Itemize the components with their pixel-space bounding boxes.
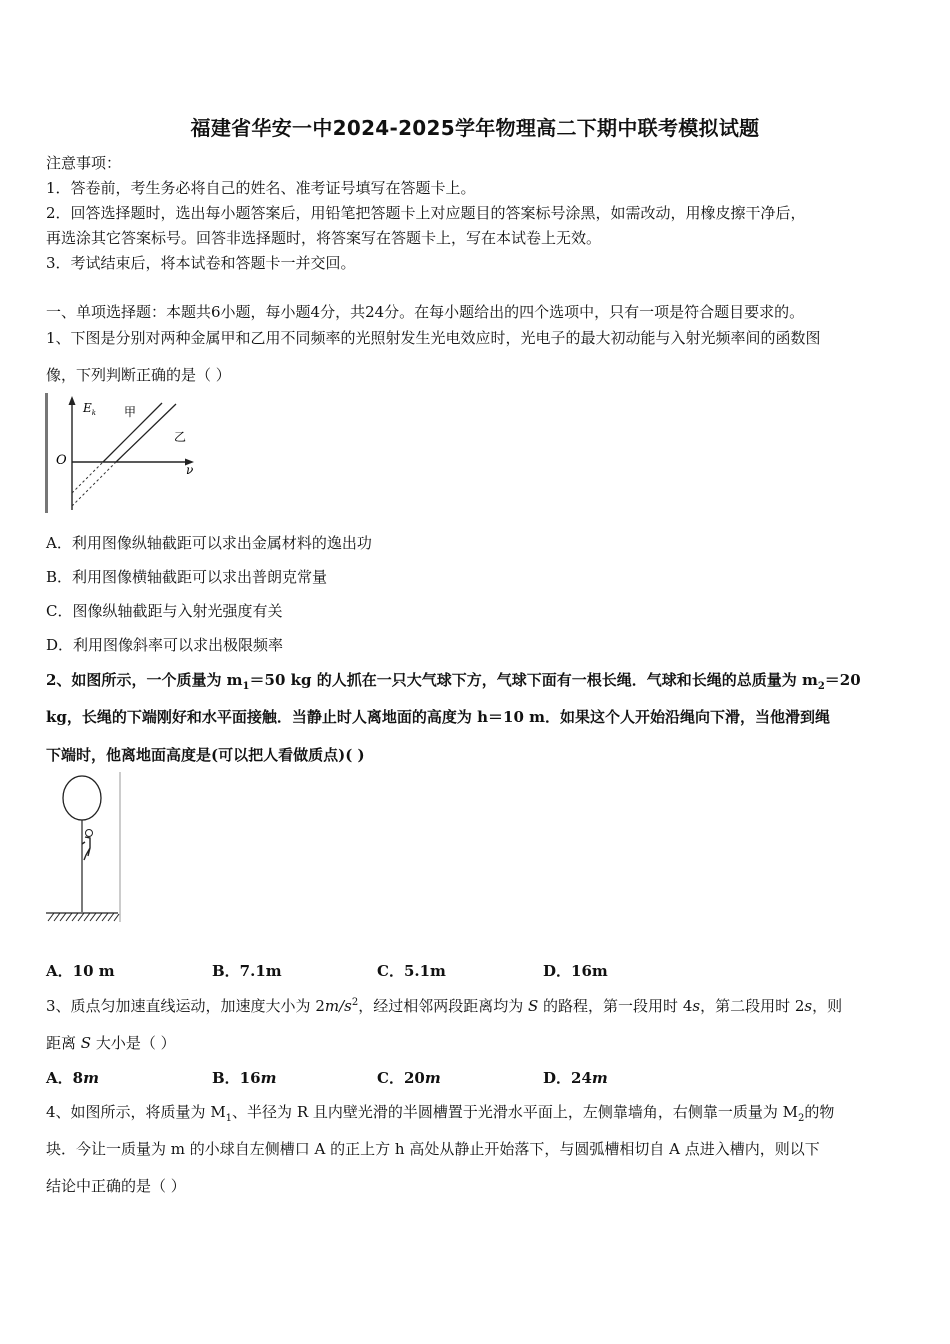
balloon: [63, 776, 101, 820]
page-title: 福建省华安一中2024-2025学年物理高二下期中联考模拟试题: [190, 116, 760, 140]
person-body: [82, 837, 90, 860]
q1-figure: [44, 392, 214, 514]
q4-stem-line: 块．今让一质量为 m 的小球自左侧槽口 A 的正上方 h 高处从静止开始落下，与圆弧槽相切自 A 点进入槽内，则以下: [46, 1140, 820, 1158]
q2-option-c: C．5.1m: [377, 962, 446, 980]
q2-stem-line: kg，长绳的下端刚好和水平面接触．当静止时人离地面的高度为 h＝10 m．如果这个人开始沿绳向下滑，当他滑到绳: [46, 708, 830, 726]
q1-stem-line: 1、下图是分别对两种金属甲和乙用不同频率的光照射发生光电效应时，光电子的最大初动能与入射光频率间的函数图: [46, 329, 821, 347]
line-label-a: 甲: [124, 405, 137, 419]
section-heading: 一、单项选择题：本题共6小题，每小题4分，共24分。在每小题给出的四个选项中，只有一项是符合题目要求的。: [46, 303, 805, 321]
q4-stem-line: 4、如图所示，将质量为 $M_1$、半径为 R 且内壁光滑的半圆槽置于光滑水平面上，左侧靠墙角，右侧靠一质量为 $M_2$的物: [46, 1103, 835, 1124]
note-item: 再选涂其它答案标号。回答非选择题时，将答案写在答题卡上，写在本试卷上无效。: [46, 229, 602, 247]
q2-option-a: A．10 m: [46, 962, 115, 980]
q1-stem-line: 像，下列判断正确的是（ ）: [46, 366, 231, 384]
q1-option-a: A．利用图像纵轴截距可以求出金属材料的逸出功: [46, 534, 372, 552]
note-item: 1．答卷前，考生务必将自己的姓名、准考证号填写在答题卡上。: [46, 179, 476, 197]
figure-border: [45, 393, 48, 513]
q3-option-d: D．24m: [543, 1069, 608, 1087]
q3-stem-line: 距离 S 大小是（ ）: [46, 1034, 176, 1052]
origin-label: O: [56, 453, 67, 468]
q2-option-d: D．16m: [543, 962, 608, 980]
q1-option-d: D．利用图像斜率可以求出极限频率: [46, 636, 284, 654]
y-axis-label: $E_k$: [83, 401, 97, 417]
q3-option-b: B．16m: [212, 1069, 277, 1087]
note-item: 2．回答选择题时，选出每小题答案后，用铅笔把答题卡上对应题目的答案标号涂黑，如需改动，用橡皮擦干净后，: [46, 204, 806, 222]
y-axis-arrow-icon: [69, 396, 76, 405]
x-axis-label: ν: [186, 463, 194, 477]
notes-heading: 注意事项：: [46, 154, 122, 172]
q2-stem-line: 下端时，他离地面高度是(可以把人看做质点)( ): [46, 746, 365, 764]
q3-stem-line: 3、质点匀加速直线运动，加速度大小为 $2m/s^2$，经过相邻两段距离均为 S 的路程，第一段用时 4s，第二段用时 2s，则: [46, 997, 843, 1015]
line-a-extension: [72, 462, 103, 493]
line-label-b: 乙: [174, 430, 187, 444]
q4-stem-line: 结论中正确的是（ ）: [46, 1177, 186, 1195]
note-item: 3．考试结束后，将本试卷和答题卡一并交回。: [46, 254, 356, 272]
q2-figure: [44, 772, 124, 924]
q2-option-b: B．7.1m: [212, 962, 282, 980]
person-icon: [86, 830, 93, 837]
ground-hatch: [48, 913, 119, 921]
q1-option-c: C．图像纵轴截距与入射光强度有关: [46, 602, 283, 620]
q2-stem-line: 2、如图所示，一个质量为 $m_1=50$ kg 的人抓在一只大气球下方，气球下面有一根长绳．气球和长绳的总质量为 $m_2=20$: [46, 671, 861, 692]
q3-option-c: C．20m: [377, 1069, 441, 1087]
q1-option-b: B．利用图像横轴截距可以求出普朗克常量: [46, 568, 328, 586]
q3-option-a: A．8m: [46, 1069, 99, 1087]
line-b-extension: [72, 462, 116, 506]
